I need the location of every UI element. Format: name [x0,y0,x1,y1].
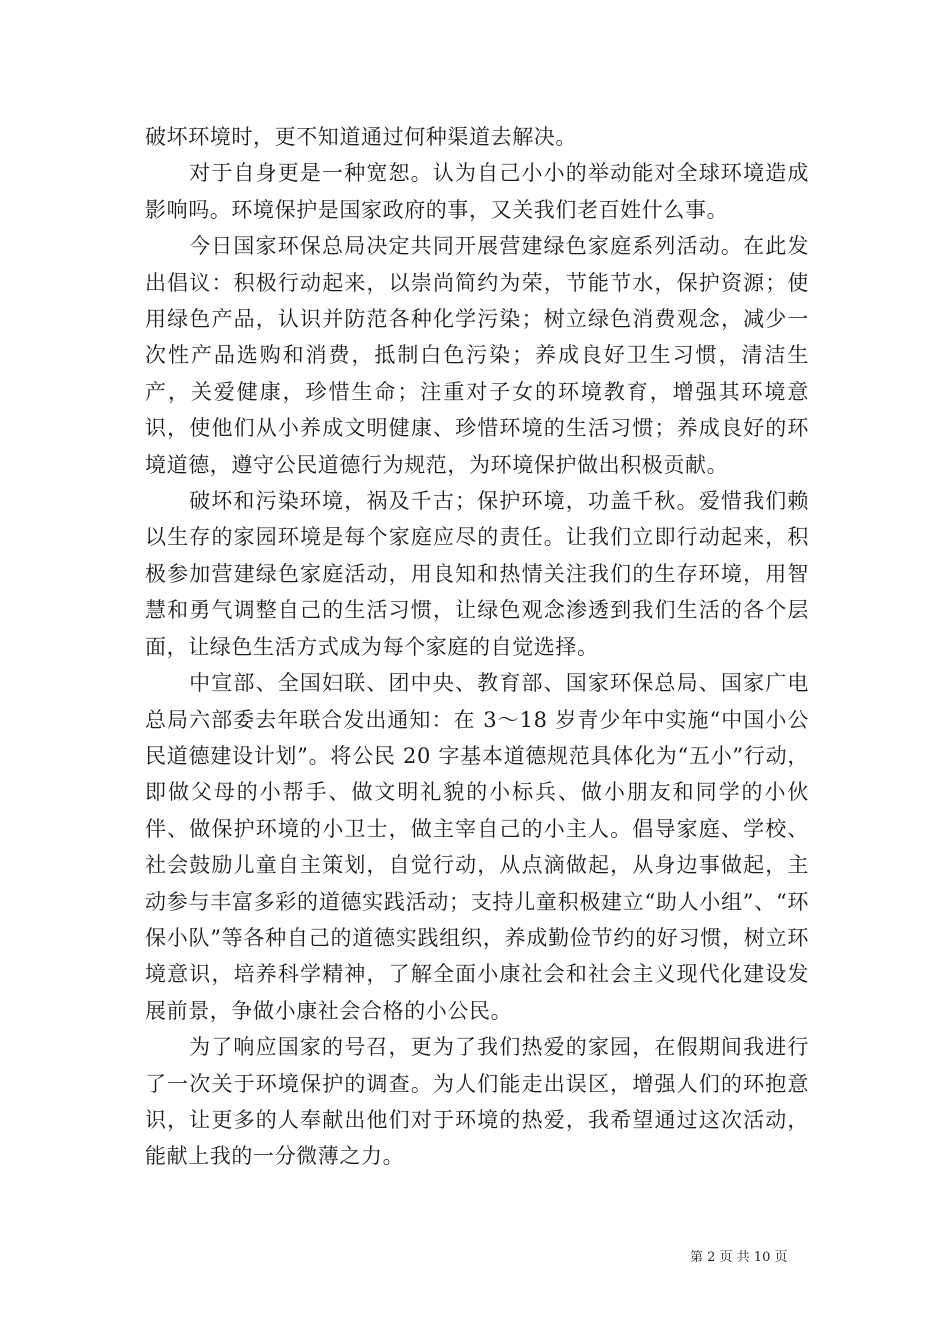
paragraph-2: 对于自身更是一种宽恕。认为自己小小的举动能对全球环境造成影响吗。环境保护是国家政府的事，又关我们老百姓什么事。 [145,161,809,222]
paragraph-6: 为了响应国家的号召，更为了我们热爱的家园，在假期间我进行了一次关于环境保护的调查。为人们能走出误区，增强人们的环抱意识，让更多的人奉献出他们对于环境的热爱，我希望通过这次活动，能献上我的一分微薄之力。 [145,1035,809,1169]
document-body [145,119,809,1175]
paragraph-5: 中宣部、全国妇联、团中央、教育部、国家环保总局、国家广电总局六部委去年联合发出通知：在 3～18 岁青少年中实施“中国小公民道德建设计划”。将公民 20 字基本道德规范具体化为“五小”行动，即做父母的小帮手、做文明礼貌的小标兵、做小朋友和同学的小伙伴、做保护环境的小卫士，做主宰自己的小主人。倡导家庭、学校、社会鼓励儿童自主策划，自觉行动，从点滴做起，从身边事做起，主动参与丰富多彩的道德实践活动；支持儿童积极建立“助人小组”、“环保小队”等各种自己的道德实践组织，养成勤俭节约的好习惯，树立环境意识，培养科学精神，了解全面小康社会和社会主义现代化建设发展前景，争做小康社会合格的小公民。 [145,671,809,1023]
paragraph-1: 破坏环境时，更不知道通过何种渠道去解决。 [145,125,577,149]
page-number-footer: 第 2 页 共 10 页 [690,1250,788,1265]
paragraph-4: 破坏和污染环境，祸及千古；保护环境，功盖千秋。爱惜我们赖以生存的家园环境是每个家庭应尽的责任。让我们立即行动起来，积极参加营建绿色家庭活动，用良知和热情关注我们的生存环境，用智慧和勇气调整自己的生活习惯，让绿色观念渗透到我们生活的各个层面，让绿色生活方式成为每个家庭的自觉选择。 [145,489,809,659]
paragraph-3: 今日国家环保总局决定共同开展营建绿色家庭系列活动。在此发出倡议：积极行动起来，以崇尚简约为荣，节能节水，保护资源；使用绿色产品，认识并防范各种化学污染；树立绿色消费观念，减少一次性产品选购和消费，抵制白色污染；养成良好卫生习惯，清洁生产，关爱健康，珍惜生命；注重对子女的环境教育，增强其环境意识，使他们从小养成文明健康、珍惜环境的生活习惯；养成良好的环境道德，遵守公民道德行为规范，为环境保护做出积极贡献。 [145,234,809,477]
